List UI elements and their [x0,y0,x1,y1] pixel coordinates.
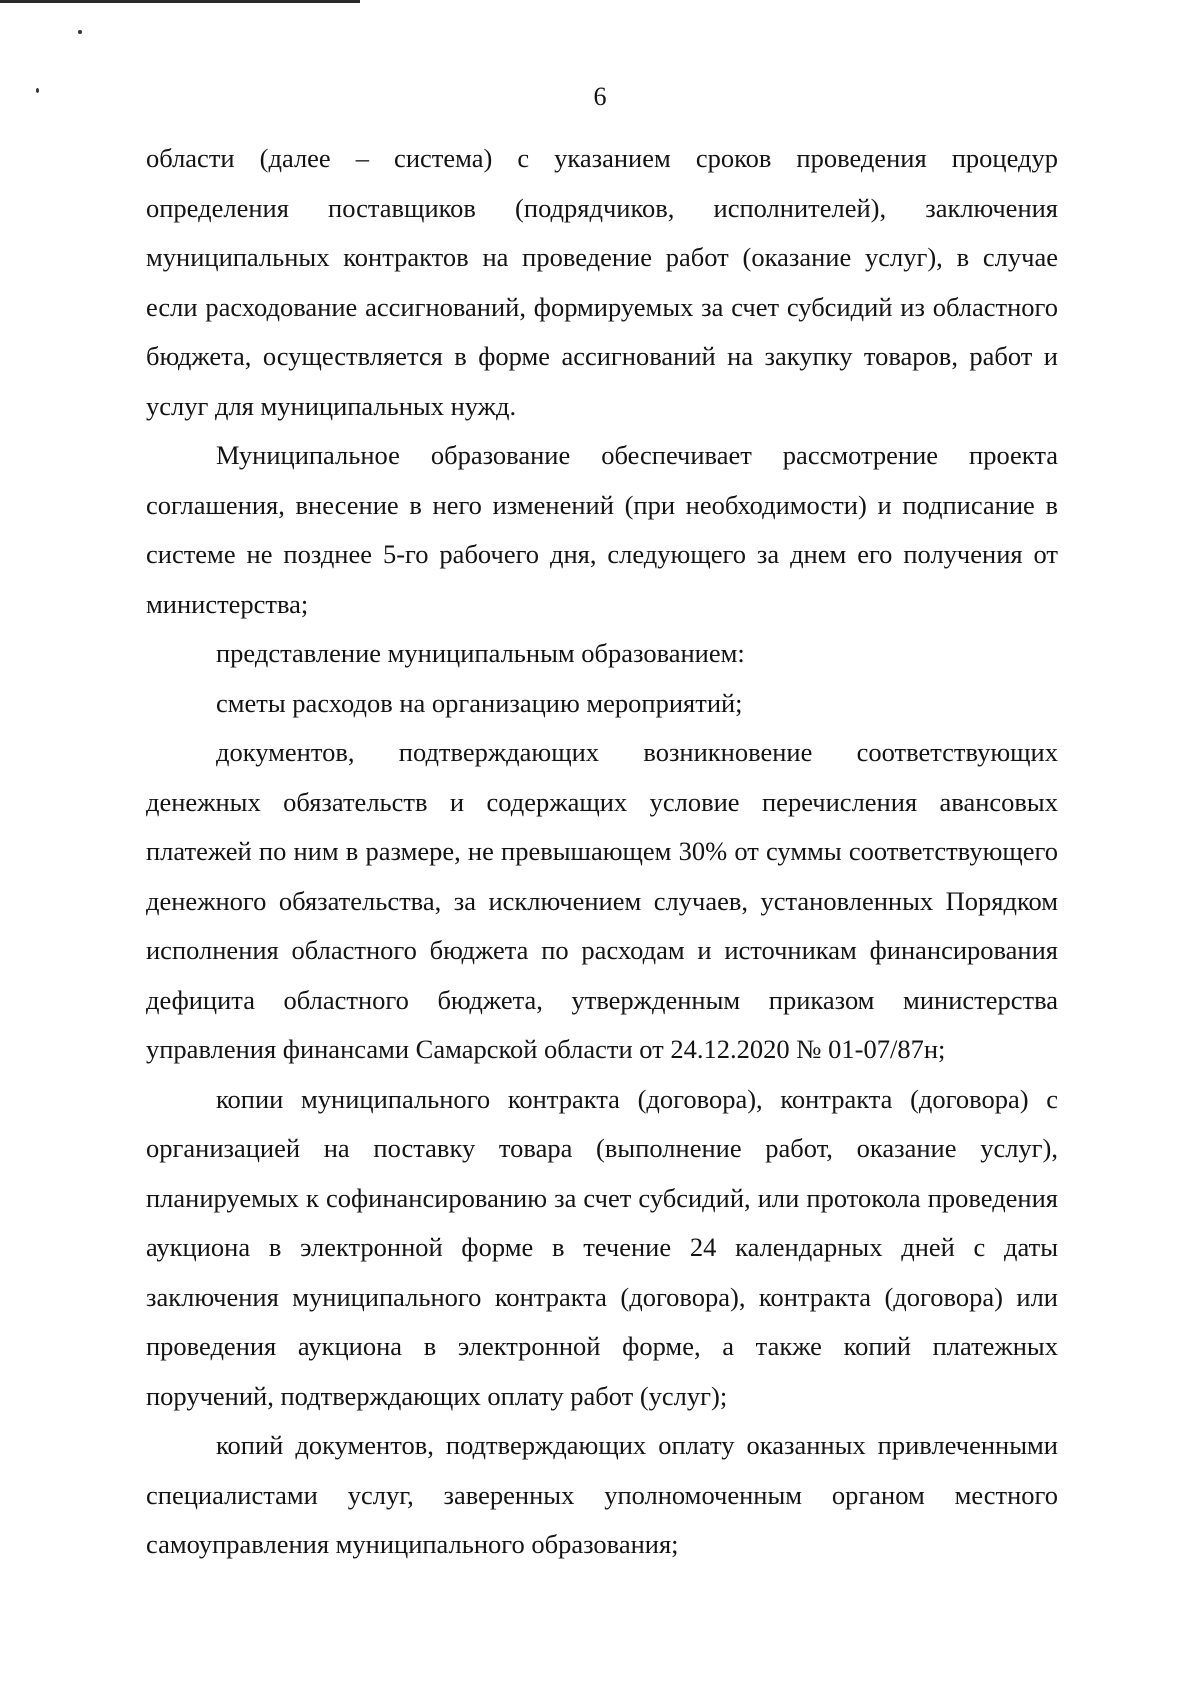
paragraph: копий документов, подтверждающих оплату оказанных привлеченными специалистами услуг, заверенных уполномоченным органом местного самоуправления муниципального образования; [146,1430,1058,1559]
paragraph: Муниципальное образование обеспечивает рассмотрение проекта соглашения, внесение в него изменений (при необходимости) и подписание в системе не позднее 5-го рабочего дня, следующего за днем его получения от министерства; [146,440,1058,619]
page-number: 6 [593,82,607,111]
paragraph: документов, подтверждающих возникновение соответствующих денежных обязательств и содержащих условие перечисления авансовых платежей по ним в размере, не превышающем 30% от суммы соответствующего денежного обязательства, за исключением случаев, установленных Порядком исполнения областного бюджета по расходам и источникам финансирования дефицита областного бюджета, утвержденным приказом министерства управления финансами Самарской области от 24.12.2020 № 01-07/87н; [146,737,1058,1064]
scan-top-edge [0,0,360,3]
paragraph: представление муниципальным образованием: [216,638,745,668]
document-body [146,134,1058,1570]
paragraph: области (далее – система) с указанием сроков проведения процедур определения поставщиков (подрядчиков, исполнителей), заключения муниципальных контрактов на проведение работ (оказание услуг), в случае если расходование ассигнований, формируемых за счет субсидий из областного бюджета, осуществляется в форме ассигнований на закупку товаров, работ и услуг для муниципальных нужд. [146,143,1058,421]
scan-speck [78,30,82,34]
paragraph: сметы расходов на организацию мероприятий; [216,687,743,718]
paragraph: копии муниципального контракта (договора), контракта (договора) с организацией на поставку товара (выполнение работ, оказание услуг), планируемых к софинансированию за счет субсидий, или протокола проведения аукциона в электронной форме в течение 24 календарных дней с даты заключения муниципального контракта (договора), контракта (договора) или проведения аукциона в электронной форме, а также копий платежных поручений, подтверждающих оплату работ (услуг); [146,1083,1058,1411]
